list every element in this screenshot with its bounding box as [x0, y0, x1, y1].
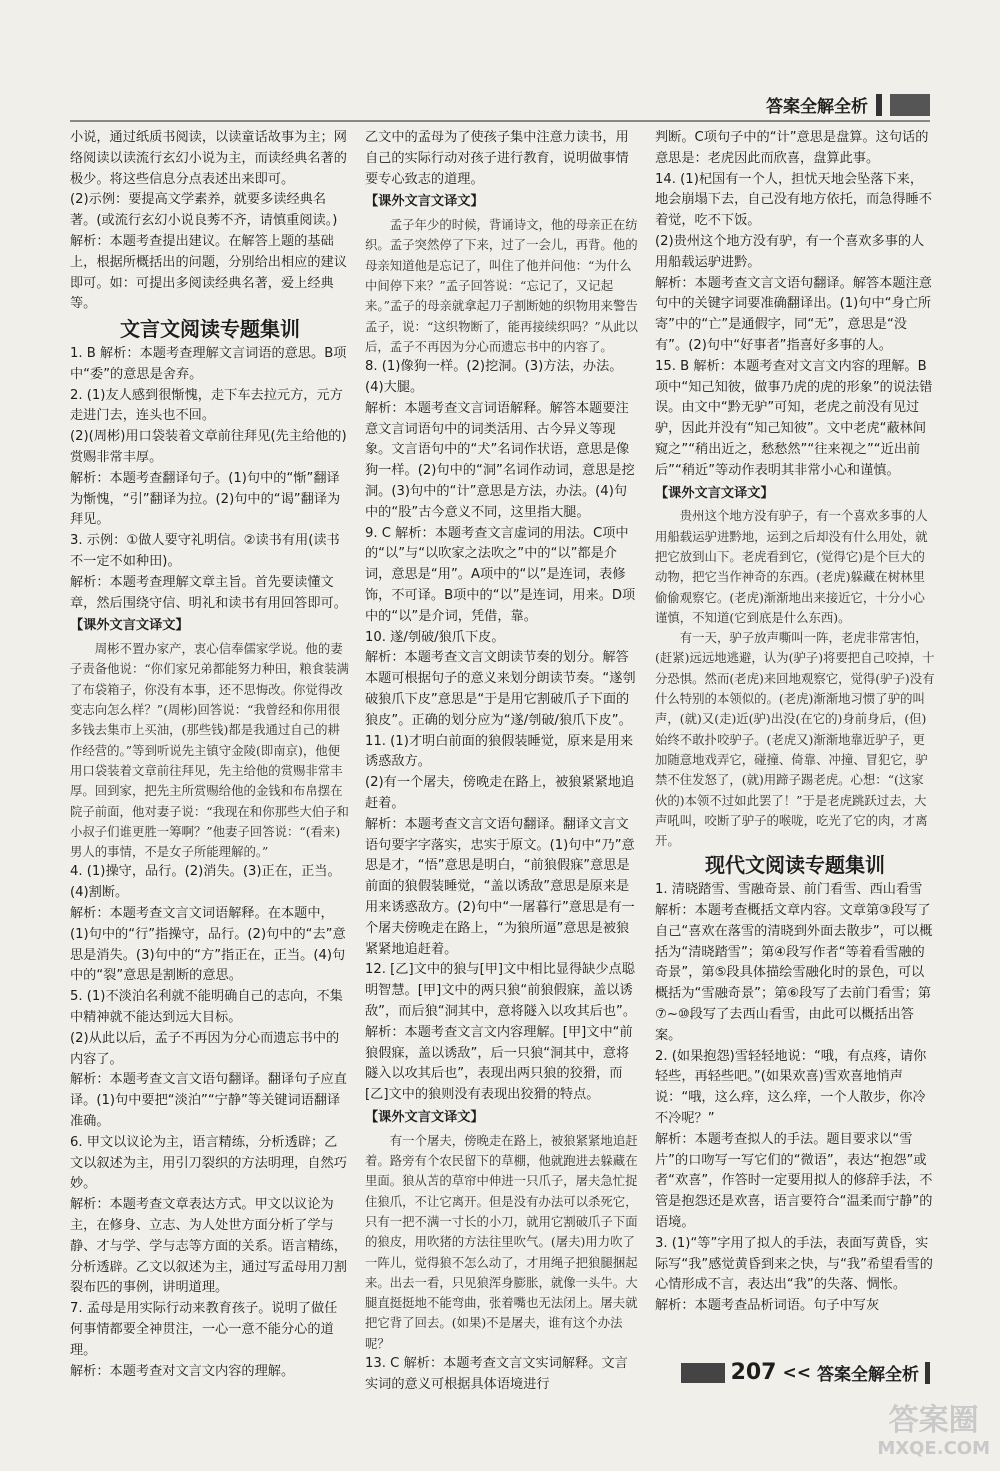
answer-item: 7. 孟母是用实际行动来教育孩子。说明了做任何事情都要全神贯注，一心一意不能分心的道理。 [70, 1301, 338, 1358]
answer-item: 解析：本题考查文言文词语解释。在本题中，(1)句中的“行”指操守，品行。(2)句中的“去”意思是消失。(3)句中的“方”指正在，正当。(4)句中的“裂”意思是割断的意思。 [70, 905, 346, 984]
answer-item: 解析：本题考查拟人的手法。题目要求以“雪片”的口吻写一写它们的“微语”，表达“抱怨”或者“欢喜”，作答时一定要用拟人的修辞手法，不管是抱怨还是欢喜，语言要符合“温柔而宁静”的语境。 [655, 1131, 933, 1230]
answer-item: 解析：本题考查对文言文内容的理解。 [70, 1363, 295, 1379]
translation-text: 贵州这个地方没有驴子，有一个喜欢多事的人用船载运驴进黔地，运到之后却没有什么用处，就把它放到山下。老虎看到它，(觉得它)是个巨大的动物，把它当作神奇的东西。(老虎)躲藏在树林里偷偷观察它。(老虎)渐渐地出来接近它，十分小心谨慎，不知道(它到底是什么东西)。 [655, 508, 928, 625]
translation-text: 周彬不置办家产，衷心信奉儒家学说。他的妻子责备他说：“你们家兄弟都能努力种田，粮食装满了布袋箱子，你没有本事，还不思悔改。你觉得改变志向怎么样？”(周彬)回答说：“我曾经和你用很多钱去集市上买油，(那些钱)都是我通过自己的耕作经营的。”等到听说先主镇守金陵(即南京)，他便用口袋装着文章前往拜见，先主给他的赏赐非常丰厚。回到家，把先主所赏赐给他的金钱和布帛摆在院子前面，他对妻子说：“我现在和你那些大伯子和小叔子们谁更胜一筹啊？”他妻子回答说：“(看来)男人的事情，不是女子所能理解的。” [70, 641, 349, 860]
answer-item: 3. 示例：①做人要守礼明信。②读书有用(读书不一定不如种田)。 [70, 533, 340, 569]
watermark-logo [877, 1403, 990, 1463]
answer-item: 解析：本题考查文言文朗读节奏的划分。解答本题可根据句子的意义来划分朗读节奏。“遂刳破狼爪下皮”意思是“于是用它割破爪子下面的狼皮”。正确的划分应为“遂/刳破/狼爪下皮”。 [365, 650, 636, 728]
watermark-site: MXQE.COM [877, 1438, 990, 1459]
answer-item: 8. (1)像狗一样。(2)挖洞。(3)方法，办法。(4)大腿。 [365, 359, 623, 396]
answer-item: 解析：本题考查文言词语解释。解答本题要注意文言词语句中的词类活用、古今异义等现象。文言语句中的“犬”名词作状语，意思是像狗一样。(2)句中的“洞”名词作动词，意思是挖洞。(3)句中的“计”意思是方法，办法。(4)句中的“股”古今意义不同，这里指大腿。 [365, 400, 635, 520]
answer-item: 12. [乙]文中的狼与[甲]文中相比显得缺少点聪明智慧。[甲]文中的两只狼“前狼假寐，盖以诱敌”，而后狼“洞其中，意将隧入以攻其后也”。 [365, 962, 637, 1019]
answer-item: 解析：本题考查翻译句子。(1)句中的“惭”翻译为惭愧，“引”翻译为拉。(2)句中的“谒”翻译为拜见。 [70, 470, 341, 528]
header-title: 答案全解全析 [766, 97, 868, 117]
answer-item: 解析：本题考查文言文语句翻译。翻译文言文语句要字字落实，忠实于原文。(1)句中“乃”意思是才，“悟”意思是明白，“前狼假寐”意思是前面的狼假装睡觉，“盖以诱敌”意思是原来是用来诱惑敌方。(2)句中“一屠暮行”意思是有一个屠夫傍晚走在路上，“为狼所逼”意思是被狼紧紧地追赶着。 [365, 816, 635, 957]
answer-item: 5. (1)不淡泊名利就不能明确自己的志向，不集中精神就不能达到远大目标。 [70, 989, 343, 1025]
column-2 [365, 128, 640, 1396]
section-title: 文言文阅读专题集训 [120, 317, 300, 342]
paragraph: 乙文中的孟母为了使孩子集中注意力读书，用自己的实际行动对孩子进行教育，说明做事情要专心致志的道理。 [365, 130, 629, 187]
paragraph: 小说，通过纸质书阅读，以读童话故事为主；网络阅读以读流行玄幻小说为主，而读经典名著的极少。将这些信息分点表述出来即可。 [70, 130, 347, 187]
header [766, 92, 930, 117]
translation-tag: 【课外文言文译文】 [365, 1109, 484, 1125]
paragraph: 解析：本题考查提出建议。在解答上题的基础上，根据所概括出的问题，分别给出相应的建议即可。如：可提出多阅读经典名著，爱上经典等。 [70, 233, 347, 312]
answer-item: (2)有一个屠夫，傍晚走在路上，被狼紧紧地追赶着。 [365, 775, 635, 811]
answer-item: 2. (如果抱怨)雪轻轻地说：“哦，有点疼，请你轻些，再轻些吧。”(如果欢喜)雪欢喜地悄声说：“哦，这么痒，这么痒，一个人散步，你冷不冷呢？” [655, 1048, 927, 1126]
answer-item: 解析：本题考查文言文语句翻译。解答本题注意句中的关键字词要准确翻译出。(1)句中“身亡所寄”中的“亡”是通假字，同“无”，意思是“没有”。(2)句中“好事者”指喜好多事的人。 [655, 275, 932, 353]
translation-tag: 【课外文言文译文】 [655, 485, 774, 501]
answer-item: 10. 遂/刳破/狼爪下皮。 [365, 629, 505, 645]
answer-item: 1. B 解析：本题考查理解文言词语的意思。B项中“委”的意思是舍弃。 [70, 345, 347, 382]
translation-text: 有一个屠夫，傍晚走在路上，被狼紧紧地追赶着。路旁有个农民留下的草棚，他就跑进去躲藏在里面。狼从苫的草帘中伸进一只爪子，屠夫急忙捉住狼爪，不让它离开。但是没有办法可以杀死它，只有一把不满一寸长的小刀，就用它割破爪子下面的狼皮，用吹猪的方法往里吹气。(屠夫)用力吹了一阵儿，觉得狼不怎么动了，才用绳子把狼腿捆起来。出去一看，只见狼浑身膨胀，就像一头牛。大腿直挺挺地不能弯曲，张着嘴也无法闭上。屠夫就把它背了回去。(如果)不是屠夫，谁有这个办法呢？ [365, 1132, 638, 1351]
answer-item: 解析：本题考查理解文章主旨。首先要读懂文章，然后围绕守信、明礼和读书有用回答即可。 [70, 574, 347, 611]
answer-item: 14. (1)杞国有一个人，担忧天地会坠落下来，地会崩塌下去，自己没有地方依托，而急得睡不着觉，吃不下饭。 [655, 171, 932, 229]
answer-item: 6. 甲文以议论为主，语言精练，分析透辟；乙文以叙述为主，用引刀裂织的方法明理，自然巧妙。 [70, 1134, 347, 1192]
translation-tag: 【课外文言文译文】 [70, 618, 189, 634]
answer-item: 解析：本题考查文言文语句翻译。翻译句子应直译。(1)句中要把“淡泊”“宁静”等关键词语翻译准确。 [70, 1072, 347, 1129]
answer-item: 1. 清晓踏雪、雪融奇景、前门看雪、西山看雪 [655, 882, 923, 898]
answer-item: 解析：本题考查文言文内容理解。[甲]文中“前狼假寐，盖以诱敌”，后一只狼“洞其中，意将隧入以攻其后也”，表现出两只狼的狡猾，而[乙]文中的狼则没有表现出狡猾的特点。 [365, 1024, 633, 1103]
answer-item: 2. (1)友人感到很惭愧，走下车去拉元方，元方走进门去，连头也不回。 [70, 387, 343, 424]
page-number: 207 [730, 1360, 777, 1385]
footer-bar [925, 1362, 930, 1384]
answer-item: 9. C 解析：本题考查文言虚词的用法。C项中的“以”与“以吹家之法吹之”中的“以”都是介词，意思是“用”。A项中的“以”是连词，表修饰，不可译。B项中的“以”是连词，用来。D项中的“以”是介词，凭借，靠。 [365, 525, 636, 624]
footer-arrows: << [782, 1362, 811, 1383]
footer-label: 答案全解全析 [817, 1365, 919, 1385]
column-1 [70, 128, 350, 1382]
answer-item: 解析：本题考查概括文章内容。文章第③段写了自己“喜欢在落雪的清晓到外面去散步”，可以概括为“清晓踏雪”；第④段写作者“等着看雪融的奇景”，第⑤段具体描绘雪融化时的景色，可以概括为“雪融奇景”；第⑥段写了去前门看雪；第⑦~⑩段写了去西山看雪，由此可以概括出答案。 [655, 902, 933, 1043]
answer-item: 4. (1)操守，品行。(2)消失。(3)正在，正当。(4)割断。 [70, 864, 341, 901]
answer-item: 解析：本题考查文章表达方式。甲文以议论为主，在修身、立志、为人处世方面分析了学与静、才与学、学与志等方面的关系。语言精练，分析透辟。乙文以叙述为主，通过写孟母用刀割裂布匹的事例，讲明道理。 [70, 1197, 347, 1296]
answer-item: 15. B 解析：本题考查对文言文内容的理解。B项中“知己知彼，做事乃虎的虎的形象”的说法错误。由文中“黔无驴”可知，老虎之前没有见过驴，因此并没有“知己知彼”。文中老虎“蔽林间窥之”“稍出近之，愁愁然”“往来视之”“近出前后”“稍近”等动作表明其非常小心和谨慎。 [655, 358, 933, 478]
header-rule [70, 120, 930, 122]
answer-item: 解析：本题考查品析词语。句子中写灰 [655, 1298, 880, 1314]
answer-item: 13. C 解析：本题考查文言文实词解释。文言实词的意义可根据具体语境进行 [365, 1356, 628, 1392]
header-bar [876, 94, 882, 116]
footer-block [681, 1363, 725, 1383]
column-3 [655, 128, 935, 1317]
watermark-text: 答案圈 [888, 1403, 979, 1438]
answer-item: 3. (1)“等”字用了拟人的手法，表面写黄昏，实际写“我”感觉黄昏到来之快，与“我”希望看雪的心情形成不言，表达出“我”的失落、惆怅。 [655, 1235, 933, 1293]
header-block [890, 94, 930, 116]
section-title: 现代文阅读专题集训 [705, 853, 885, 878]
paragraph: 判断。C项句子中的“计”意思是盘算。这句话的意思是：老虎因此而欣喜，盘算此事。 [655, 130, 929, 166]
translation-text: 孟子年少的时候，背诵诗文，他的母亲正在纺织。孟子突然停了下来，过了一会儿，再背。他的母亲知道他是忘记了，叫住了他并问他：“为什么中间停下来？”孟子回答说：“忘记了，又记起来。”孟子的母亲就拿起刀子割断她的织物用来警告孟子，说：“这织物断了，能再接续织吗？”从此以后，孟子不再因为分心而遗忘书中的内容了。 [365, 217, 638, 354]
answer-item: (2)从此以后，孟子不再因为分心而遗忘书中的内容了。 [70, 1030, 340, 1067]
paragraph: (2)示例：要提高文学素养，就要多读经典名著。(或流行玄幻小说良莠不齐，请慎重阅读。) [70, 192, 338, 229]
answer-item: (2)(周彬)用口袋装着文章前往拜见(先主给他的)赏赐非常丰厚。 [70, 429, 347, 465]
translation-text: 有一天，驴子放声嘶叫一阵，老虎非常害怕，(赶紧)远远地逃避，认为(驴子)将要把自己咬掉，十分恐惧。然而(老虎)来回地观察它，觉得(驴子)没有什么特别的本领似的。(老虎)渐渐地习惯了驴的叫声，(就)又(走)近(驴)出没(在它的)身前身后，(但)始终不敢扑咬驴子。(老虎又)渐渐地靠近驴子，更加随意地戏弄它，碰撞、倚靠、冲撞、冒犯它，驴禁不住发怒了，(就)用蹄子踢老虎。心想：“(这家伙的)本领不过如此罢了！”于是老虎跳跃过去，大声吼叫，咬断了驴子的喉咙，吃光了它的肉，才离开。 [655, 630, 935, 849]
footer [681, 1360, 930, 1385]
translation-tag: 【课外文言文译文】 [365, 194, 484, 210]
answer-item: (2)贵州这个地方没有驴，有一个喜欢多事的人用船载运驴进黔。 [655, 233, 925, 270]
answer-item: 11. (1)才明白前面的狼假装睡觉，原来是用来诱惑敌方。 [365, 733, 634, 770]
